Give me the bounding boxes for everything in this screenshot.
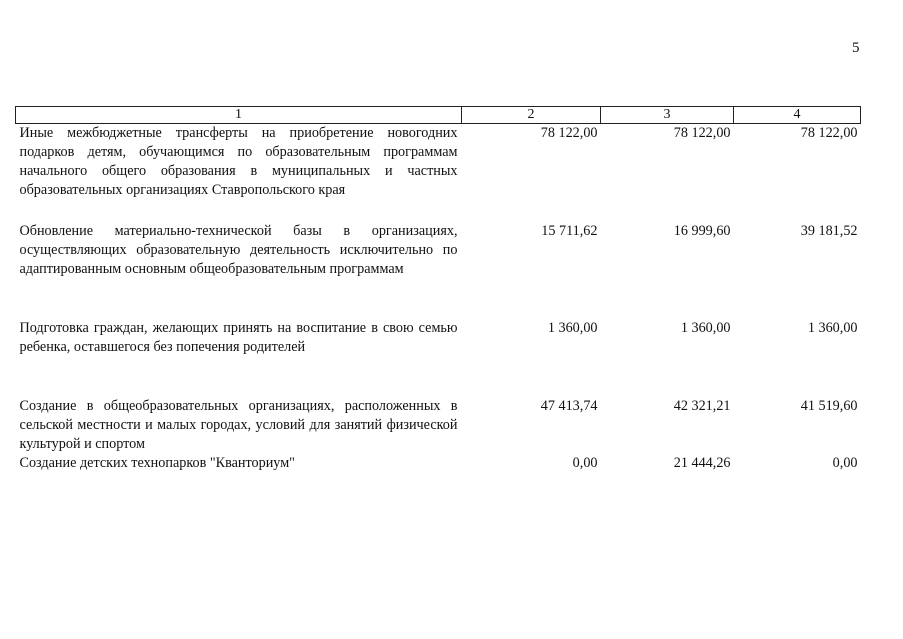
row-value-col3: 21 444,26 [673, 455, 731, 471]
row-name: Создание детских технопарков "Кванториум" [19, 455, 295, 471]
row-value-col3: 42 321,21 [673, 398, 731, 414]
row-value-col4: 1 360,00 [807, 320, 858, 336]
row-value-col2: 78 122,00 [540, 125, 598, 141]
table-row [16, 319, 861, 397]
page-number: 5 [852, 40, 860, 56]
row-name: Подготовка граждан, желающих принять на воспитание в свою семью ребенка, оставшегося без попечения родителей [19, 320, 458, 355]
row-value-col4: 41 519,60 [800, 398, 858, 414]
row-value-col2: 1 360,00 [547, 320, 598, 336]
column-header-3: 3 [601, 107, 734, 124]
table-row [16, 222, 861, 319]
row-value-col4: 78 122,00 [800, 125, 858, 141]
row-value-col3: 1 360,00 [680, 320, 731, 336]
column-header-1: 1 [16, 107, 462, 124]
row-value-col3: 16 999,60 [673, 223, 731, 239]
row-value-col3: 78 122,00 [673, 125, 731, 141]
row-value-col2: 0,00 [572, 455, 598, 471]
row-name: Иные межбюджетные трансферты на приобретение новогодних подарков детям, обучающимся по образовательным программам начального общего образования в муниципальных и частных образовательных организациях Ставропольского края [19, 125, 458, 198]
table-row [16, 397, 861, 454]
row-value-col2: 47 413,74 [540, 398, 598, 414]
table-row [16, 124, 861, 223]
budget-table [15, 106, 861, 474]
column-header-4: 4 [734, 107, 861, 124]
row-name: Создание в общеобразовательных организациях, расположенных в сельской местности и малых городах, условий для занятий физической культурой и спортом [19, 398, 458, 452]
row-value-col4: 39 181,52 [800, 223, 858, 239]
row-name: Обновление материально-технической базы в организациях, осуществляющих образовательную деятельность исключительно по адаптированным основным общеобразовательным программам [19, 223, 458, 277]
column-header-2: 2 [462, 107, 601, 124]
table-row [16, 454, 861, 474]
row-value-col4: 0,00 [832, 455, 858, 471]
row-value-col2: 15 711,62 [541, 223, 598, 239]
table-header-row [16, 107, 861, 124]
